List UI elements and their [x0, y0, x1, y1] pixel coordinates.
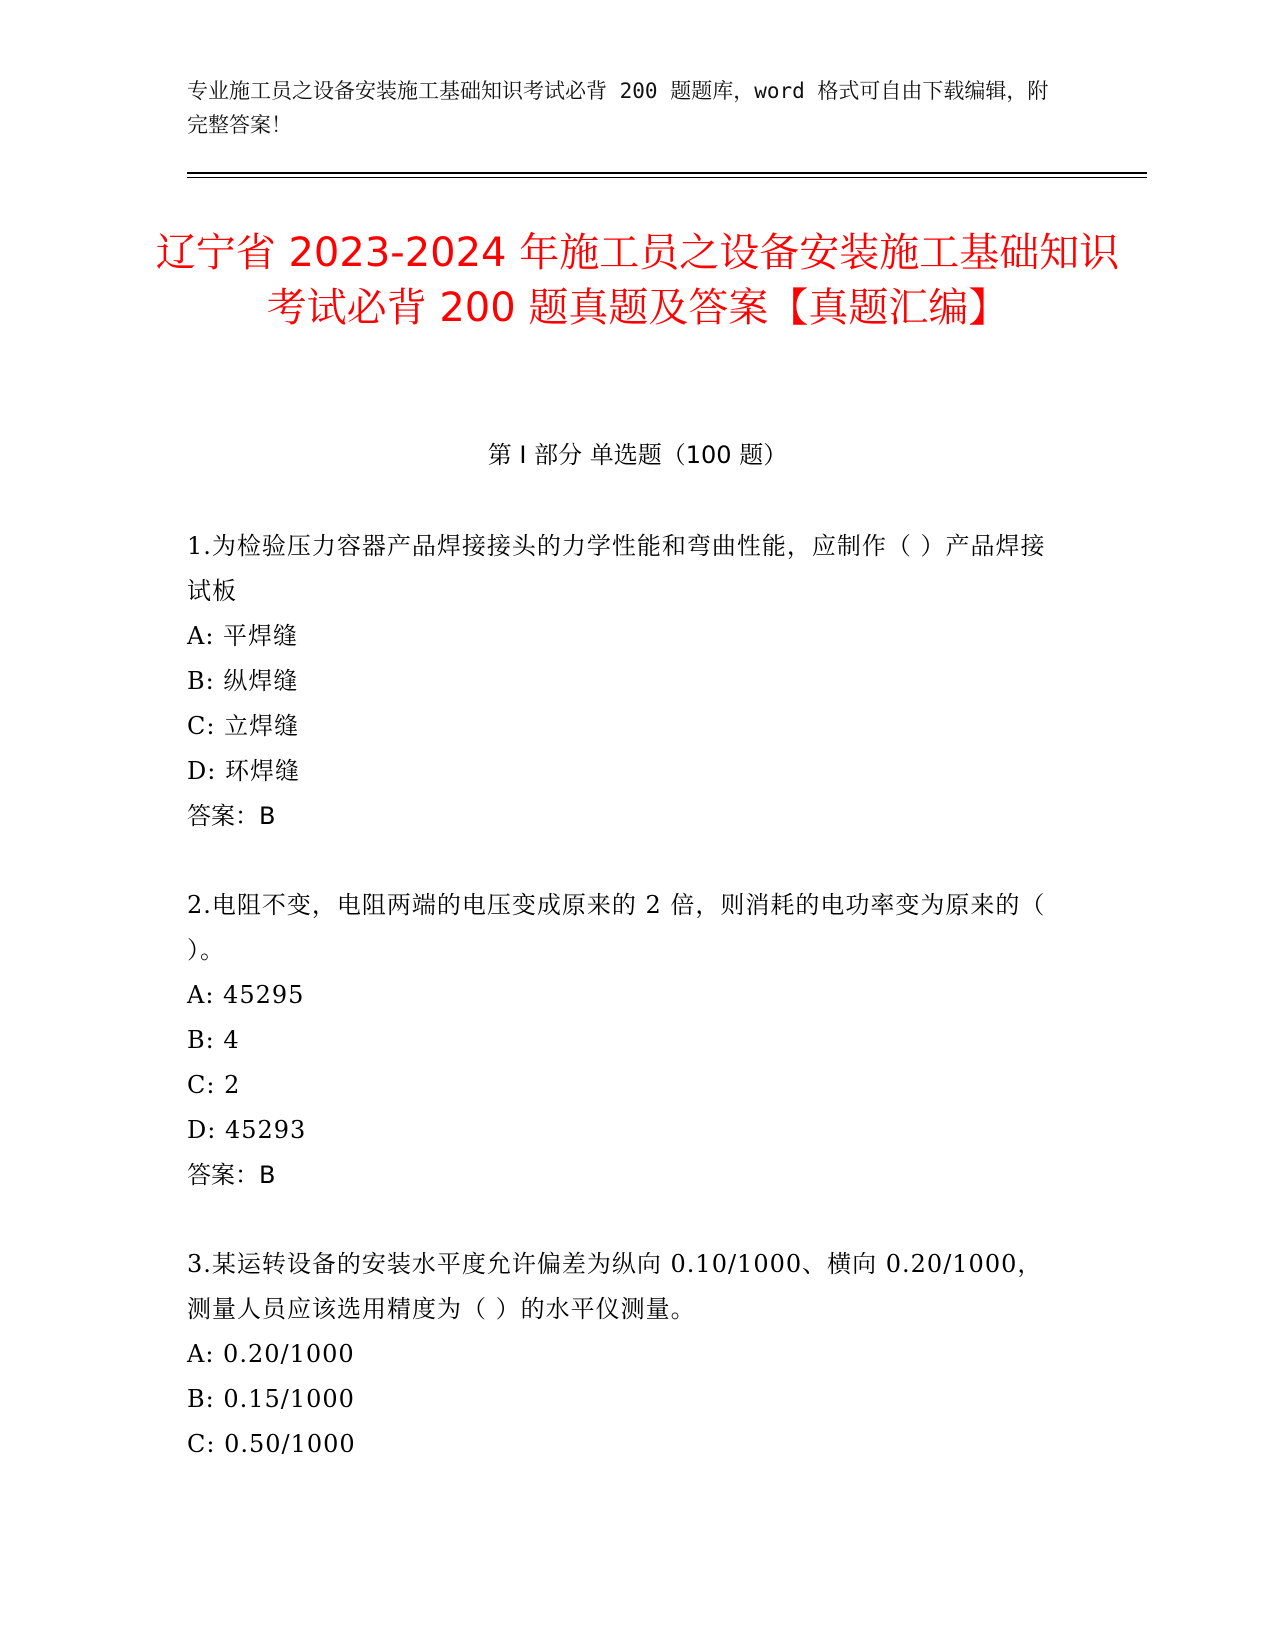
question-3 [187, 1242, 1067, 1467]
option-b: B: 0.15/1000 [187, 1385, 355, 1413]
option-a: A: 0.20/1000 [187, 1340, 355, 1368]
option-c: C: 0.50/1000 [187, 1430, 356, 1458]
answer: 答案：B [187, 1161, 276, 1189]
question-stem: 1.为检验压力容器产品焊接接头的力学性能和弯曲性能，应制作（ ）产品焊接试板 [187, 532, 1046, 605]
option-c: C: 立焊缝 [187, 712, 300, 740]
option-a: A: 平焊缝 [187, 622, 299, 650]
answer: 答案：B [187, 802, 276, 830]
option-a: A: 45295 [187, 981, 305, 1009]
section-heading: 第 I 部分 单选题（100 题） [487, 441, 788, 469]
header-note: 专业施工员之设备安装施工基础知识考试必背 200 题题库，word 格式可自由下载编辑，附完整答案！ [187, 79, 1049, 137]
question-stem: 3.某运转设备的安装水平度允许偏差为纵向 0.10/1000、横向 0.20/1000，测量人员应该选用精度为（ ）的水平仪测量。 [187, 1250, 1043, 1323]
question-1 [187, 524, 1067, 839]
option-d: D: 45293 [187, 1116, 307, 1144]
option-b: B: 4 [187, 1026, 240, 1054]
option-b: B: 纵焊缝 [187, 667, 299, 695]
question-list [187, 524, 1067, 1511]
question-stem: 2.电阻不变，电阻两端的电压变成原来的 2 倍，则消耗的电功率变为原来的（ ）。 [187, 891, 1046, 964]
header-divider-top [187, 172, 1147, 174]
question-2 [187, 883, 1067, 1198]
header-divider-bottom [187, 177, 1147, 178]
option-c: C: 2 [187, 1071, 241, 1099]
document-title: 辽宁省 2023-2024 年施工员之设备安装施工基础知识考试必背 200 题真题及答案【真题汇编】 [155, 230, 1120, 331]
option-d: D: 环焊缝 [187, 757, 300, 785]
